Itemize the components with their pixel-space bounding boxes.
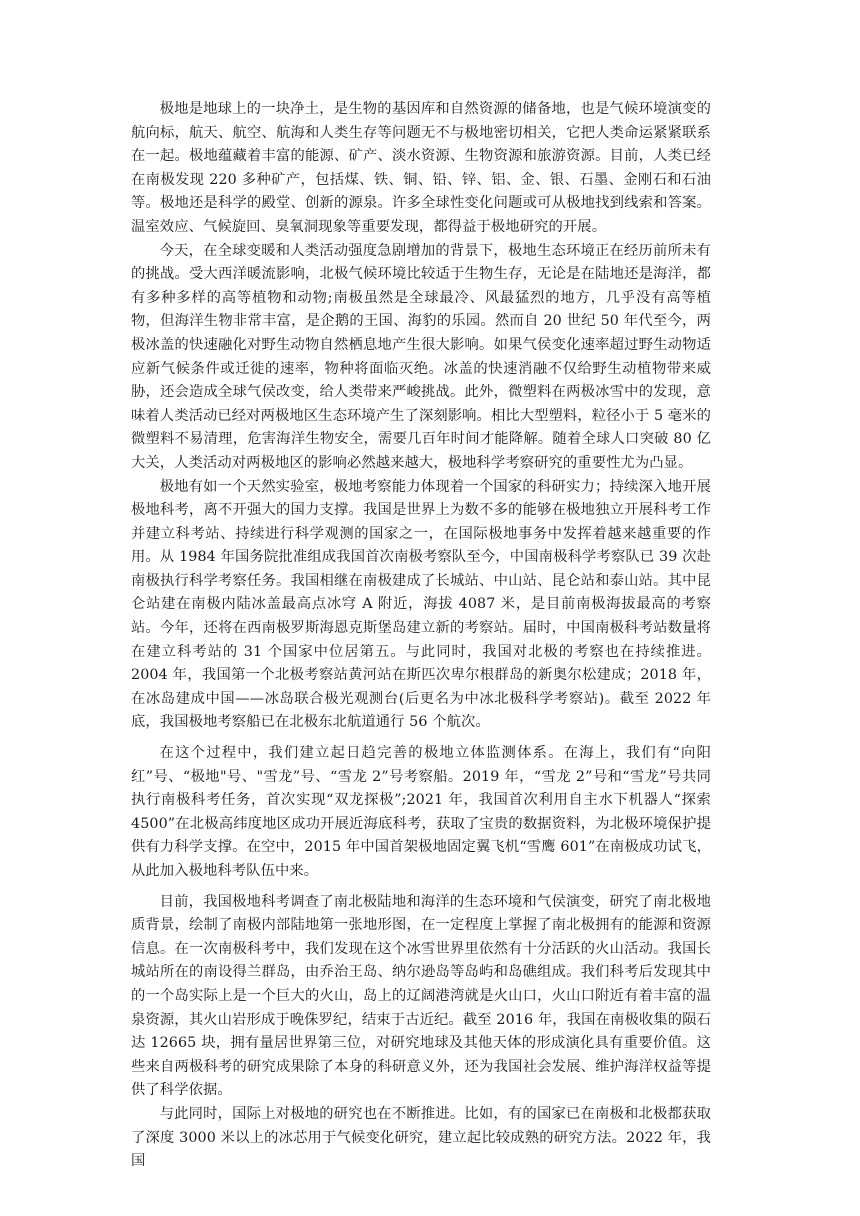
paragraph-china-polar-stations: 极地有如一个天然实验室，极地考察能力体现着一个国家的科研实力；持续深入地开展极地科考，离不开强大的国力支撑。我国是世界上为数不多的能够在极地独立开展科考工作并建立科考站、持续进行科学观测的国家之一，在国际极地事务中发挥着越来越重要的作用。从 1984 年国务院批准组成我国首次南极考察队至今，中国南极科学考察队已 39 次赴南极执行科学考察任务。我国相继在南极建成了长城站、中山站、昆仑站和泰山站。其中昆仑站建在南极内陆冰盖最高点冰穹 A 附近，海拔 4087 米，是目前南极海拔最高的考察站。今年，还将在西南极罗斯海恩克斯堡岛建立新的考察站。届时，中国南极科考站数量将在建立科考站的 31 个国家中位居第五。与此同时，我国对北极的考察也在持续推进。2004 年，我国第一个北极考察站黄河站在斯匹次卑尔根群岛的新奥尔松建成；2018 年，在冰岛建成中国——冰岛联合极光观测台(后更名为中冰北极科学考察站)。截至 2022 年底，我国极地考察船已在北极东北航道通行 56 个航次。 [131, 478, 711, 731]
paragraph-monitoring-system: 在这个过程中，我们建立起日趋完善的极地立体监测体系。在海上，我们有“向阳红”号、“极地"号、"雪龙”号、“雪龙 2”号考察船。2019 年，“雪龙 2”号和“雪龙”号共同执行南极科考任务，首次实现“双龙探极”;2021 年，我国首次利用自主水下机器人“探索 4500”在北极高纬度地区成功开展近海底科考，获取了宝贵的数据资料，为北极环境保护提供有力科学支撑。在空中，2015 年中国首架极地固定翼飞机“雪鹰 601”在南极成功试飞，从此加入极地科考队伍中来。 [131, 745, 711, 879]
paragraph-ecological-challenges: 今天，在全球变暖和人类活动强度急剧增加的背景下，极地生态环境正在经历前所未有的挑战。受大西洋暖流影响，北极气候环境比较适于生物生存，无论是在陆地还是海洋，都有多种多样的高等植物和动物;南极虽然是全球最冷、风最猛烈的地方，几乎没有高等植物，但海洋生物非常丰富，是企鹅的王国、海豹的乐园。然而自 20 世纪 50 年代至今，两极冰盖的快速融化对野生动物自然栖息地产生很大影响。如果气侯变化速率超过野生动物适应新气候条件或迁徙的速率，物种将面临灭绝。冰盖的快速消融不仅给野生动植物带来威胁，还会造成全球气侯改变，给人类带来严峻挑战。此外，微塑料在两极冰雪中的发现，意味着人类活动已经对两极地区生态环境产生了深刻影响。相比大型塑料，粒径小于 5 毫米的微塑料不易清理，危害海洋生物安全，需要几百年时间才能降解。随着全球人口突破 80 亿大关，人类活动对两极地区的影响必然越来越大，极地科学考察研究的重要性尤为凸显。 [131, 242, 711, 471]
article-body [131, 98, 711, 1174]
paragraph-research-results: 目前，我国极地科考调查了南北极陆地和海洋的生态环境和气侯演变，研究了南北极地质背景，绘制了南极内部陆地第一张地形图，在一定程度上掌握了南北极拥有的能源和资源信息。在一次南极科考中，我们发现在这个冰雪世界里依然有十分活跃的火山活动。我国长城站所在的南设得兰群岛，由乔治王岛、纳尔逊岛等岛屿和岛礁组成。我们科考后发现其中的一个岛实际上是一个巨大的火山，岛上的辽阔港湾就是火山口，火山口附近有着丰富的温泉资源，其火山岩形成于晚侏罗纪，结束于古近纪。截至 2016 年，我国在南极收集的陨石达 12665 块，拥有量居世界第三位，对研究地球及其他天体的形成演化具有重要价值。这些来自两极科考的研究成果除了本身的科研意义外，还为我国社会发展、维护海洋权益等提供了科学依据。 [131, 893, 711, 1099]
paragraph-polar-resources: 极地是地球上的一块净土，是生物的基因库和自然资源的储备地，也是气候环境演变的航向标，航天、航空、航海和人类生存等问题无不与极地密切相关，它把人类命运紧紧联系在一起。极地蕴藏着丰富的能源、矿产、淡水资源、生物资源和旅游资源。目前，人类已经在南极发现 220 多种矿产，包括煤、铁、铜、铅、锌、铝、金、银、石墨、金刚石和石油等。极地还是科学的殿堂、创新的源泉。许多全球性变化问题或可从极地找到线索和答案。温室效应、气候旋回、臭氧洞现象等重要发现，都得益于极地研究的开展。 [131, 101, 711, 235]
paragraph-international-research: 与此同时，国际上对极地的研究也在不断推进。比如，有的国家已在南极和北极都获取了深度 3000 米以上的冰芯用于气候变化研究，建立起比较成熟的研究方法。2022 年，我国 [131, 1105, 711, 1170]
